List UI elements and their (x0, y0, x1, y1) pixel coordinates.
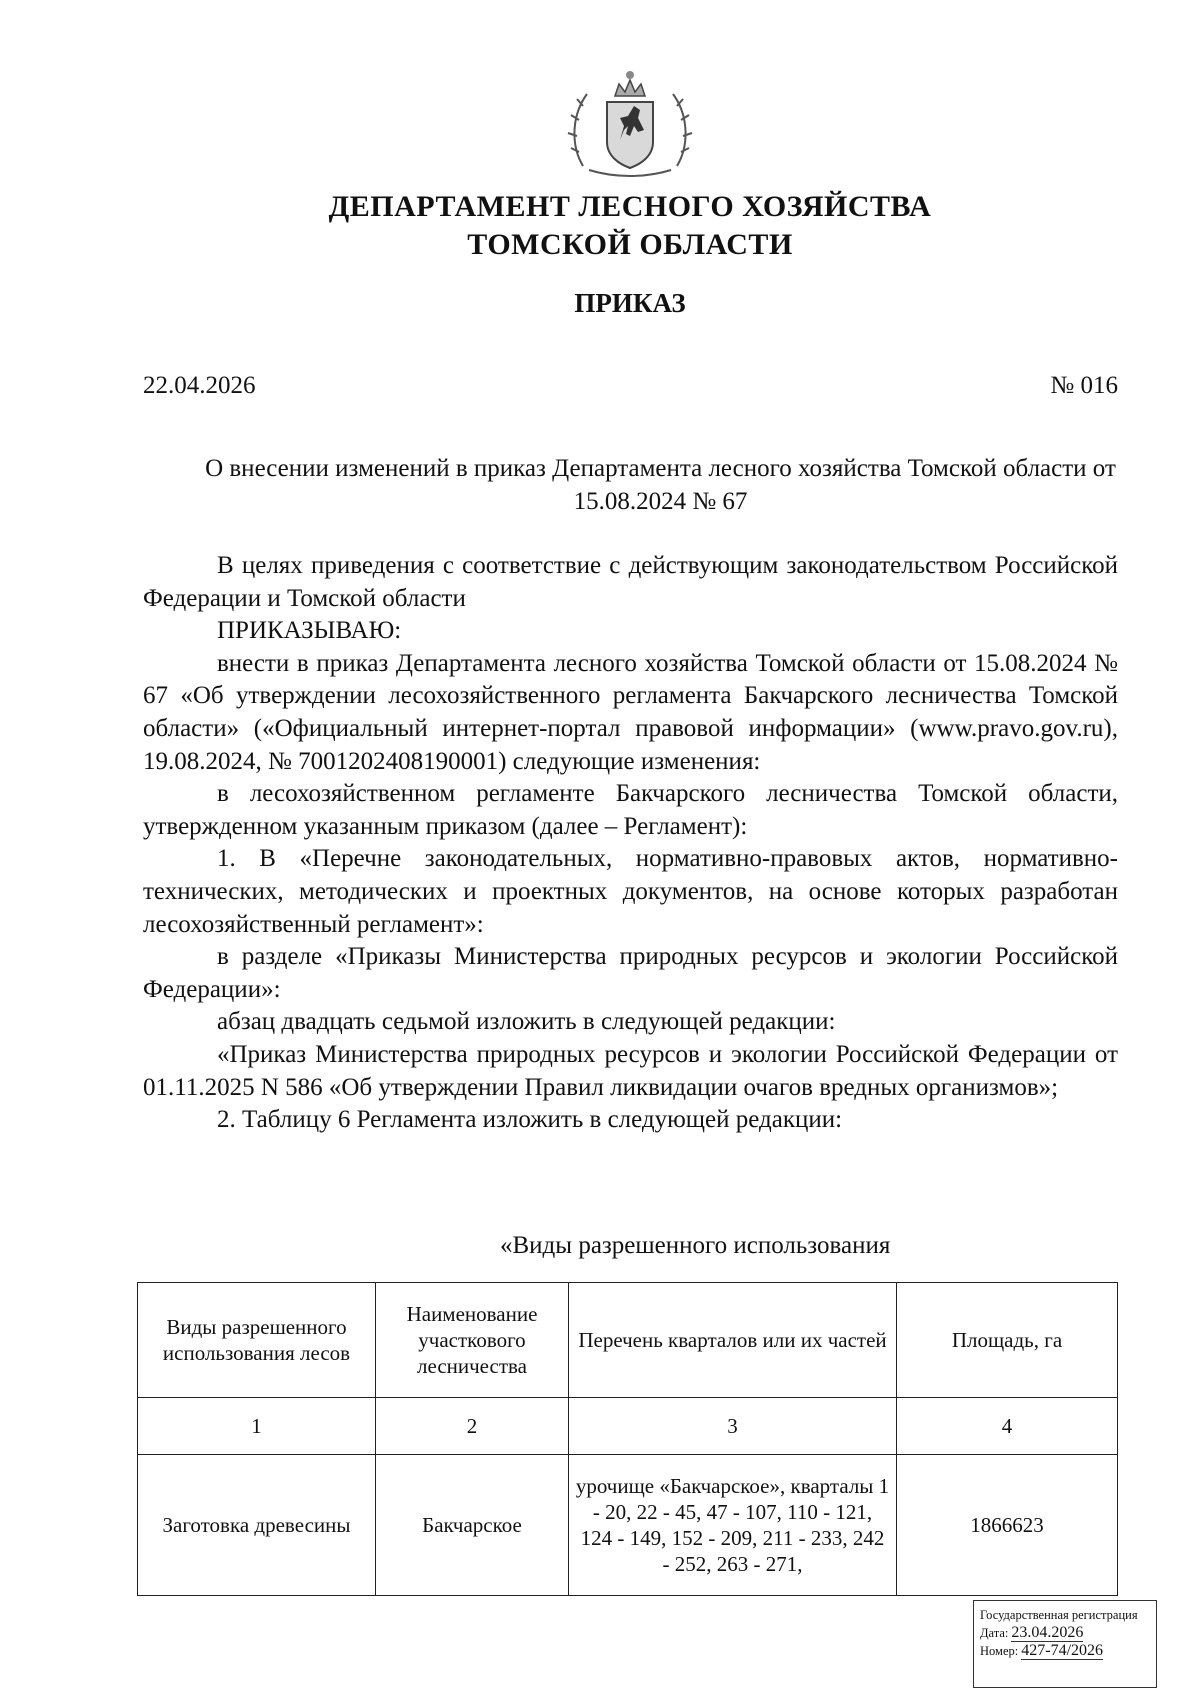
permitted-use-table (137, 1282, 1118, 1596)
order-number: № 016 (1050, 372, 1118, 399)
body-paragraph: «Приказ Министерства природных ресурсов и экологии Российской Федерации от 01.11.2025 N 586 «Об утверждении Правил ликвидации очагов вредных организмов»; (143, 1040, 1118, 1101)
document-type: ПРИКАЗ (574, 288, 686, 318)
registration-date: 23.04.2026 (1011, 1624, 1084, 1641)
tomsk-coat-of-arms-icon (565, 66, 695, 178)
body-paragraph: в разделе «Приказы Министерства природных ресурсов и экологии Российской Федерации»: (143, 943, 1118, 1003)
organization-name-line1: ДЕПАРТАМЕНТ ЛЕСНОГО ХОЗЯЙСТВА (328, 190, 932, 223)
body-paragraph: ПРИКАЗЫВАЮ: (217, 617, 402, 645)
order-subject: О внесении изменений в приказ Департамента лесного хозяйства Томской области от 15.08.2024 № 67 (205, 455, 1116, 515)
column-number: 1 (138, 1398, 376, 1455)
table-header-cell: Перечень кварталов или их частей (569, 1283, 897, 1398)
table-header-cell: Наименование участкового лесничества (376, 1283, 569, 1398)
column-number: 3 (569, 1398, 897, 1455)
body-paragraph: В целях приведения с соответствие с действующим законодательством Российской Федерации и Томской области (143, 552, 1118, 612)
cell-area: 1866623 (897, 1455, 1118, 1596)
body-paragraph: 1. В «Перечне законодательных, нормативно-правовых актов, нормативно-технических, методических и проектных документов, на основе которых разработан лесохозяйственный регламент»: (143, 845, 1118, 938)
registration-stamp (973, 1600, 1157, 1688)
body-paragraph: в лесохозяйственном регламенте Бакчарского лесничества Томской области, утвержденном указанным приказом (далее – Регламент): (143, 780, 1118, 840)
cell-forestry: Бакчарское (376, 1455, 569, 1596)
table-column-number-row (138, 1398, 1118, 1455)
registration-number: 427-74/2026 (1021, 1642, 1104, 1659)
column-number: 4 (897, 1398, 1118, 1455)
column-number: 2 (376, 1398, 569, 1455)
cell-quarters: урочище «Бакчарское», кварталы 1 - 20, 22 - 45, 47 - 107, 110 - 121, 124 - 149, 152 - 209, 211 - 233, 242 - 252, 263 - 271, (569, 1455, 897, 1596)
order-body (143, 550, 1118, 1137)
registration-date-label: Дата: (980, 1626, 1009, 1640)
registration-number-line (980, 1642, 1150, 1660)
registration-title: Государственная регистрация (980, 1608, 1138, 1622)
cell-use-type: Заготовка древесины (138, 1455, 376, 1596)
body-paragraph: абзац двадцать седьмой изложить в следующей редакции: (217, 1008, 836, 1036)
table-caption: «Виды разрешенного использования (500, 1232, 891, 1259)
order-date: 22.04.2026 (143, 372, 256, 399)
body-paragraph: внести в приказ Департамента лесного хозяйства Томской области от 15.08.2024 № 67 «Об утверждении лесохозяйственного регламента Бакчарского лесничества Томской области» («Официальный интернет-портал правовой информации» (www.pravo.gov.ru), 19.08.2024, № 7001202408190001) следующие изменения: (143, 649, 1118, 775)
table-row (138, 1455, 1118, 1596)
registration-number-label: Номер: (980, 1644, 1019, 1658)
organization-name-line2: ТОМСКОЙ ОБЛАСТИ (467, 228, 793, 261)
table-header-cell: Площадь, га (897, 1283, 1118, 1398)
registration-date-line (980, 1624, 1150, 1642)
table-header-row (138, 1283, 1118, 1398)
body-paragraph: 2. Таблицу 6 Регламента изложить в следующей редакции: (217, 1106, 843, 1134)
table-header-cell: Виды разрешенного использования лесов (138, 1283, 376, 1398)
